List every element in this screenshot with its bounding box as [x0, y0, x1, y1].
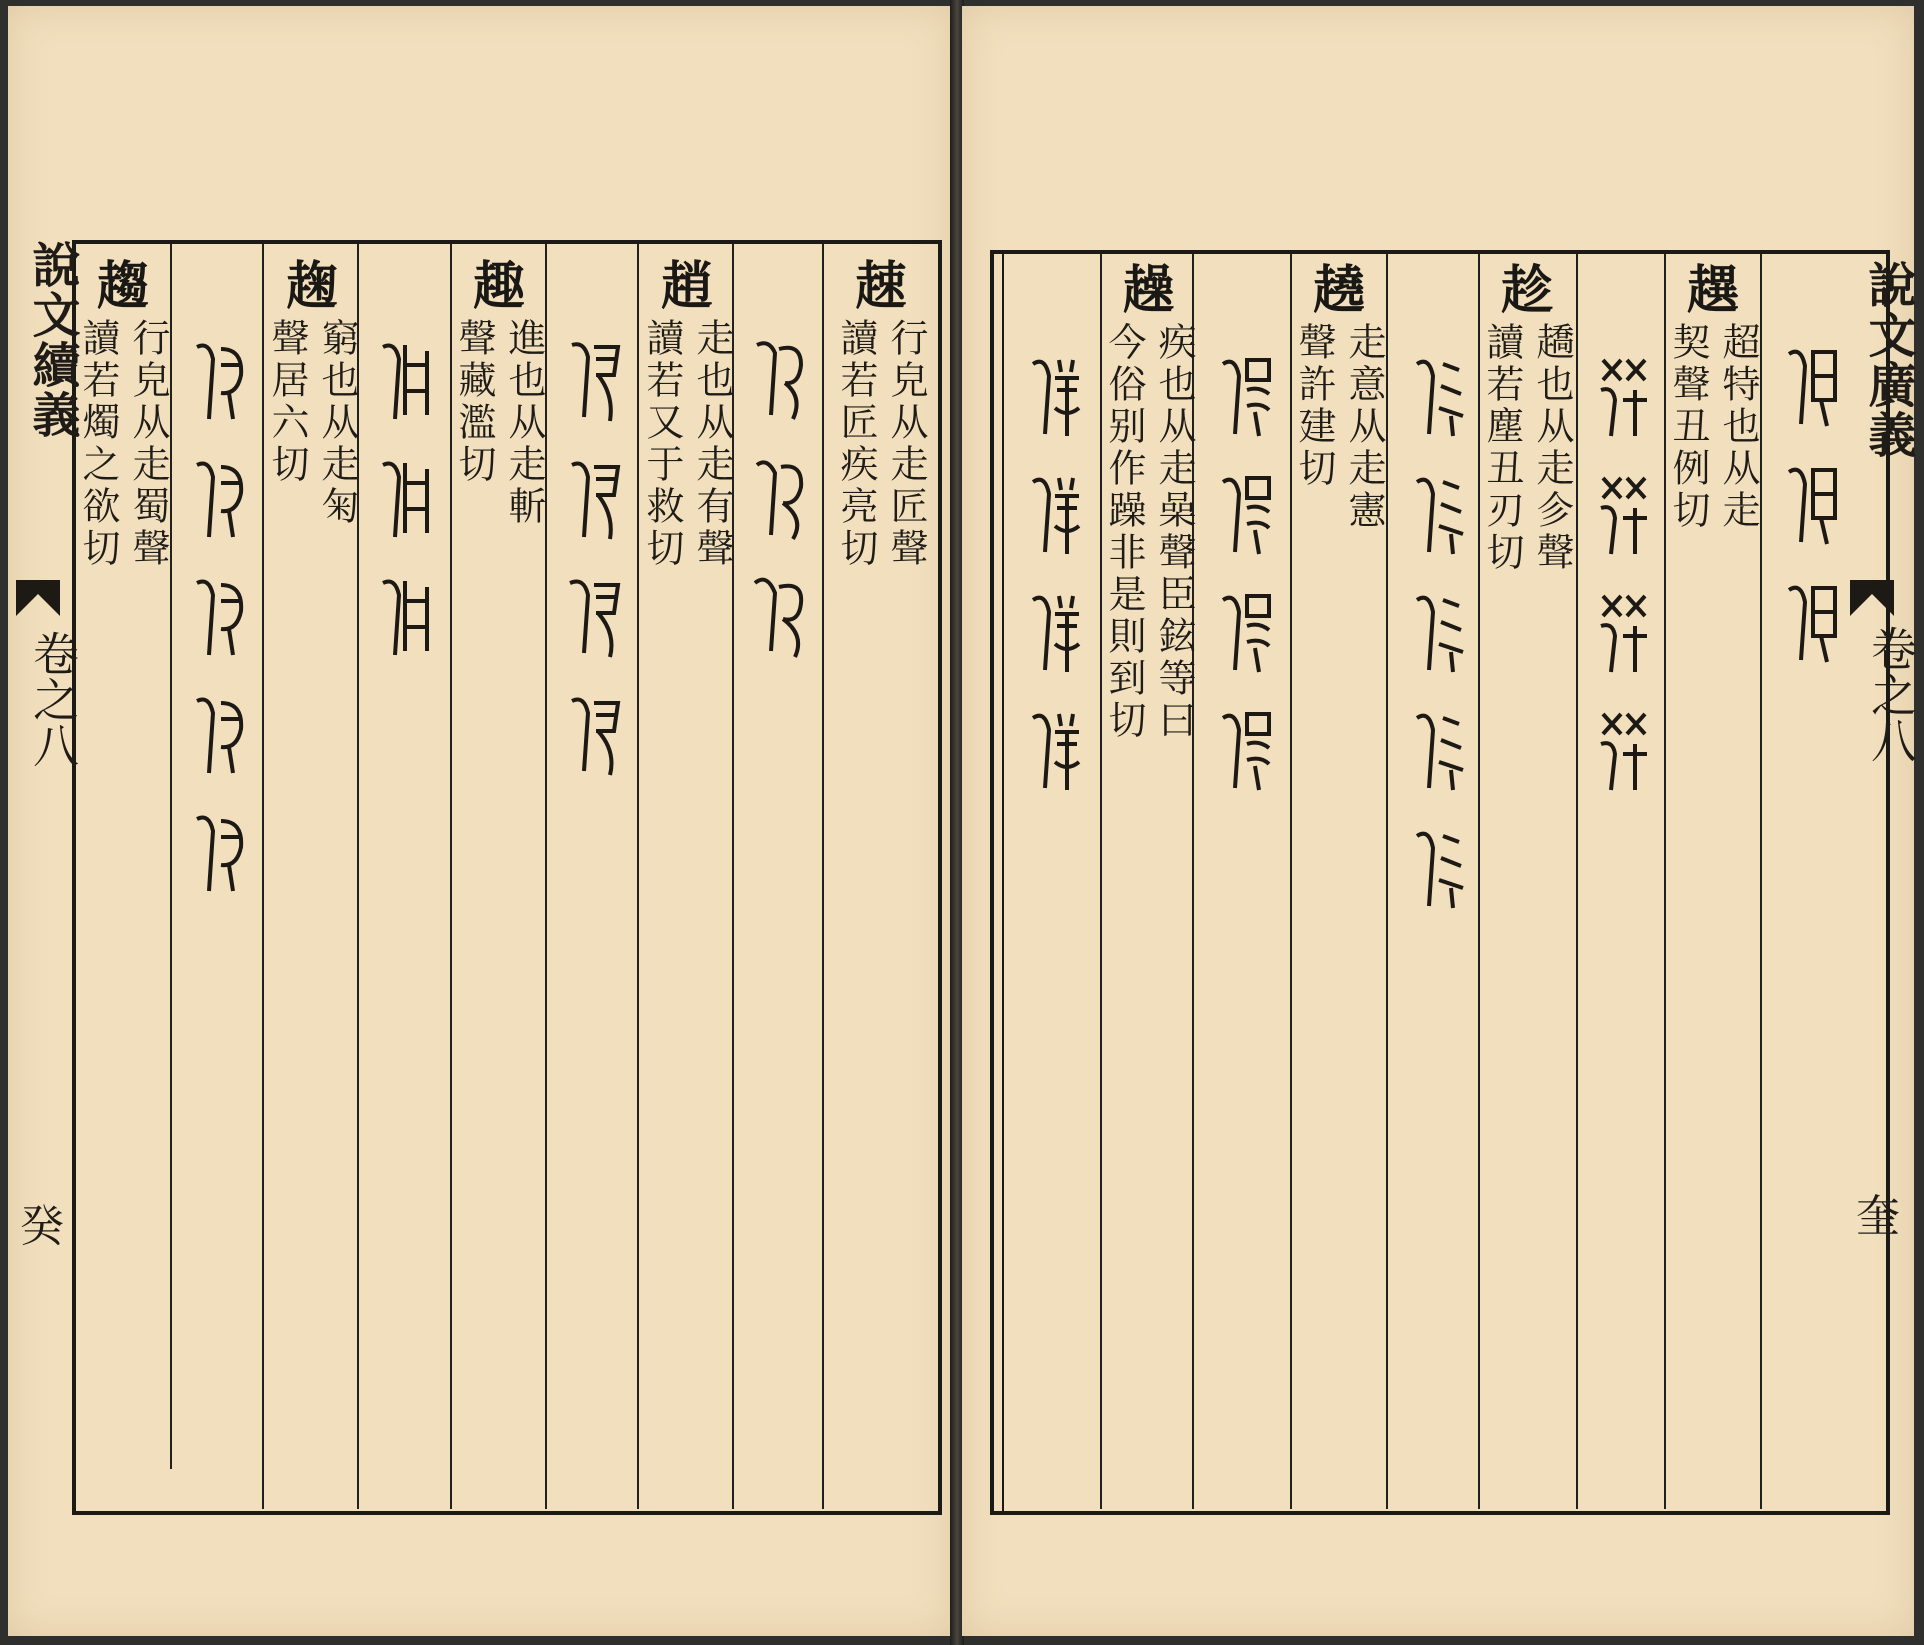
entry-note: 疾也从走喿聲臣鉉等曰	[1152, 322, 1196, 742]
seal-script-glyph	[1409, 350, 1471, 440]
entry-note: 趫也从走㐱聲	[1530, 322, 1574, 574]
entry-head-character: 趙	[660, 256, 713, 317]
fish-tail-mark-icon	[1850, 580, 1894, 616]
seal-script-glyph	[1409, 468, 1471, 558]
entry-note: 行皃从走匠聲	[884, 318, 928, 570]
seal-script-glyph	[375, 453, 437, 543]
entry-2	[642, 258, 732, 570]
entry-head-character: 趬	[1312, 260, 1365, 321]
seal-script-glyph	[749, 453, 811, 543]
seal-script-glyph	[1215, 468, 1277, 558]
entry-head-character: 趣	[472, 256, 525, 317]
entry-note: 行皃从走蜀聲	[126, 318, 170, 570]
entry-note: 讀若塵丑刃切	[1480, 322, 1524, 574]
entry-note: 走也从走有聲	[690, 318, 734, 570]
seal-script-column	[1772, 340, 1852, 666]
entry-note: 聲藏濫切	[452, 318, 496, 486]
margin-book-title: 說文廣義	[1860, 260, 1916, 460]
seal-script-column	[1016, 350, 1096, 794]
entry-note: 走意从走憲	[1342, 322, 1386, 532]
entry-note: 契聲丑例切	[1666, 322, 1710, 532]
seal-script-glyph	[1593, 350, 1655, 440]
column-rule	[822, 244, 824, 1509]
seal-script-glyph	[1215, 586, 1277, 676]
seal-script-glyph	[375, 571, 437, 661]
entry-head-character: 趩	[1686, 260, 1739, 321]
column-rule	[262, 244, 264, 1509]
margin-folio-number: 癸	[20, 1201, 64, 1252]
seal-script-column	[366, 335, 446, 661]
entry-9	[1104, 262, 1194, 742]
entry-note: 聲許建切	[1292, 322, 1336, 490]
entry-note: 今俗别作躁非是則到切	[1102, 322, 1146, 742]
entry-head-character: 趨	[96, 256, 149, 317]
entry-note: 讀若匠疾亮切	[834, 318, 878, 570]
entry-8	[1294, 262, 1384, 532]
margin-volume-label: 卷之八	[1864, 625, 1918, 763]
entry-4	[267, 258, 357, 528]
seal-script-glyph	[749, 335, 811, 425]
entry-note: 窮也从走匊	[315, 318, 359, 528]
seal-script-glyph	[189, 807, 251, 897]
entry-head-character: 趜	[285, 256, 338, 317]
seal-script-glyph	[189, 689, 251, 779]
seal-script-glyph	[189, 335, 251, 425]
entry-note: 讀若燭之欲切	[76, 318, 120, 570]
entry-note: 超特也从走	[1716, 322, 1760, 532]
column-rule	[637, 244, 639, 1509]
seal-script-glyph	[564, 453, 626, 543]
seal-script-column	[1206, 350, 1286, 794]
seal-script-glyph	[189, 453, 251, 543]
entry-note: 進也从走斬	[502, 318, 546, 528]
seal-script-column	[180, 335, 260, 897]
seal-script-glyph	[1409, 704, 1471, 794]
seal-script-glyph	[375, 335, 437, 425]
seal-script-glyph	[1781, 576, 1843, 666]
entry-note: 讀若又于救切	[640, 318, 684, 570]
seal-script-glyph	[1215, 350, 1277, 440]
seal-script-glyph	[1593, 704, 1655, 794]
seal-script-column	[740, 335, 820, 661]
fish-tail-mark-icon	[16, 580, 60, 616]
seal-script-glyph	[749, 571, 811, 661]
seal-script-glyph	[1781, 458, 1843, 548]
seal-script-glyph	[1593, 468, 1655, 558]
entry-1	[836, 258, 926, 570]
entry-head-character: 趮	[1122, 260, 1175, 321]
entry-6	[1668, 262, 1758, 532]
seal-script-column	[1400, 350, 1480, 912]
entry-5	[78, 258, 168, 570]
seal-script-glyph	[564, 571, 626, 661]
margin-book-title: 說文續義	[24, 240, 80, 440]
seal-script-glyph	[1593, 586, 1655, 676]
seal-script-glyph	[189, 571, 251, 661]
seal-script-glyph	[564, 689, 626, 779]
seal-script-glyph	[1025, 704, 1087, 794]
seal-script-glyph	[564, 335, 626, 425]
seal-script-column	[1584, 350, 1664, 794]
seal-script-glyph	[1409, 822, 1471, 912]
column-rule	[170, 244, 172, 1469]
column-rule	[1576, 254, 1578, 1509]
seal-script-column	[555, 335, 635, 779]
column-rule	[1760, 254, 1762, 1509]
seal-script-glyph	[1025, 468, 1087, 558]
entry-head-character: 趁	[1500, 260, 1553, 321]
entry-7	[1482, 262, 1572, 574]
seal-script-glyph	[1215, 704, 1277, 794]
seal-script-glyph	[1409, 586, 1471, 676]
seal-script-glyph	[1025, 586, 1087, 676]
entry-note: 聲居六切	[265, 318, 309, 486]
margin-folio-number: 奎	[1856, 1191, 1900, 1242]
margin-volume-label: 卷之八	[26, 630, 80, 768]
entry-3	[454, 258, 544, 528]
seal-script-glyph	[1025, 350, 1087, 440]
entry-head-character: 趚	[854, 256, 907, 317]
seal-script-glyph	[1781, 340, 1843, 430]
column-rule	[1386, 254, 1388, 1509]
